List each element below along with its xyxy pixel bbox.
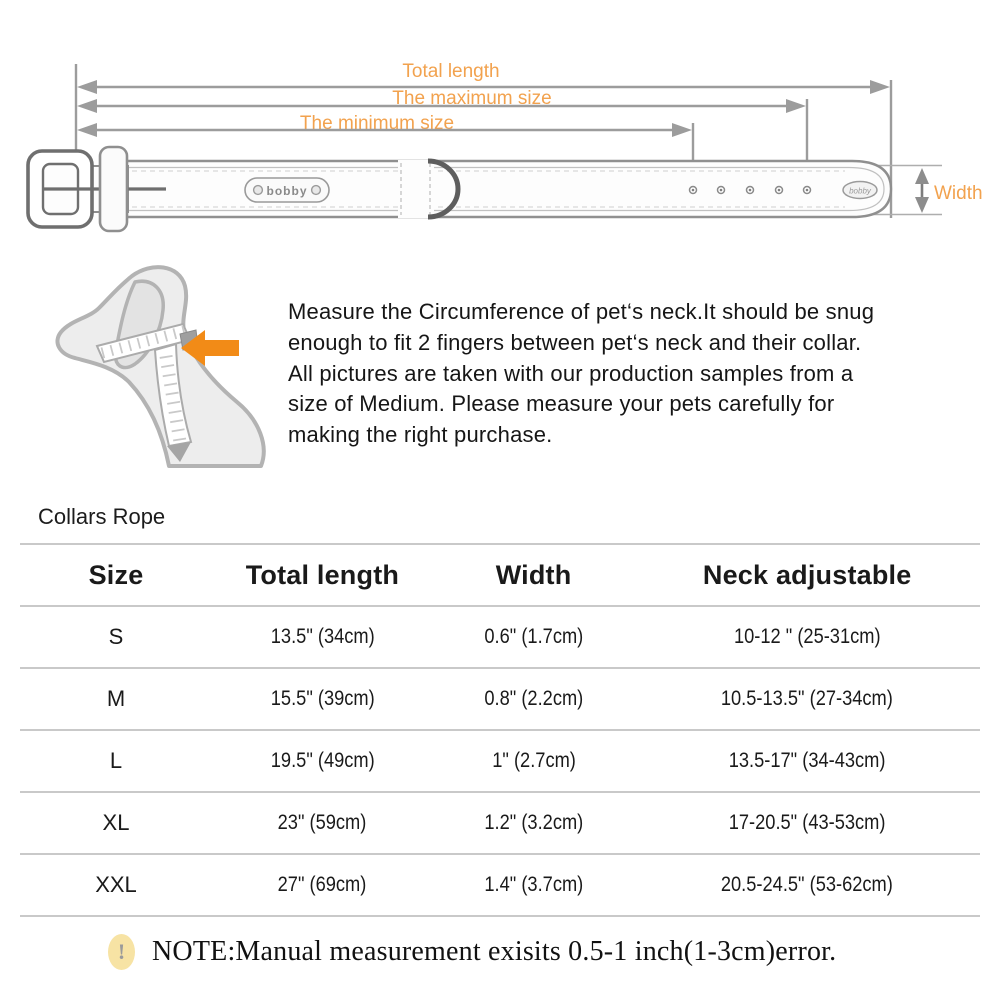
instruction-line: size of Medium. Please measure your pets carefully for: [288, 391, 835, 417]
collar-illustration: [28, 147, 891, 231]
minimum-size-label: The minimum size: [299, 113, 455, 134]
size-value: XXL: [95, 872, 137, 897]
footnote: [108, 934, 836, 970]
table-header-row: [20, 545, 980, 607]
width-value: 1" (2.7cm): [491, 749, 576, 772]
column-header-width: Width: [495, 559, 572, 590]
width-value: 1.2" (3.2cm): [484, 811, 584, 834]
table-row: [20, 793, 980, 855]
measure-instructions: [288, 297, 958, 451]
neck-adjustable-value: 10-12 " (25-31cm): [733, 625, 881, 648]
total-length-value: 13.5" (34cm): [270, 625, 375, 648]
brand-plate: [245, 178, 329, 202]
width-value: 0.6" (1.7cm): [484, 625, 584, 648]
size-chart-title: Collars Rope: [38, 504, 166, 529]
neck-adjustable-value: 13.5-17" (34-43cm): [728, 749, 886, 772]
collar-measurement-diagram: [0, 0, 1000, 245]
width-label: Width: [934, 183, 983, 204]
brand-plate-text: bobby: [266, 184, 308, 198]
maximum-size-label: The maximum size: [392, 88, 552, 109]
size-value: M: [106, 686, 126, 711]
width-value: 1.4" (3.7cm): [484, 873, 584, 896]
footnote-text: NOTE:Manual measurement exisits 0.5-1 inch(1-3cm)error.: [152, 936, 837, 967]
neck-adjustable-value: 17-20.5" (43-53cm): [728, 811, 886, 834]
keeper-loop: [100, 147, 127, 231]
total-length-value: 27" (69cm): [278, 873, 367, 896]
exclamation-icon: !: [108, 934, 135, 970]
instruction-line: enough to fit 2 fingers between pet‘s neck and their collar.: [288, 329, 862, 355]
size-value: L: [109, 748, 123, 773]
size-chart-table: [20, 543, 980, 917]
table-row: [20, 855, 980, 917]
size-value: S: [108, 624, 124, 649]
column-header-neck-adjustable: Neck adjustable: [702, 559, 912, 590]
instruction-line: All pictures are taken with our production samples from a: [288, 360, 854, 386]
table-row: [20, 669, 980, 731]
total-length-value: 15.5" (39cm): [270, 687, 375, 710]
table-row: [20, 731, 980, 793]
instruction-line: making the right purchase.: [288, 422, 553, 448]
dog-measuring-illustration: [38, 256, 290, 468]
total-length-label: Total length: [402, 61, 500, 82]
total-length-value: 19.5" (49cm): [270, 749, 375, 772]
size-value: XL: [102, 810, 130, 835]
tip-tag-text: bobby: [849, 186, 871, 196]
total-length-value: 23" (59cm): [278, 811, 367, 834]
neck-adjustable-value: 20.5-24.5" (53-62cm): [721, 873, 894, 896]
instruction-line: Measure the Circumference of pet‘s neck.It should be snug: [288, 299, 875, 324]
neck-adjustable-value: 10.5-13.5" (27-34cm): [721, 687, 894, 710]
column-header-total-length: Total length: [245, 559, 400, 590]
width-value: 0.8" (2.2cm): [484, 687, 584, 710]
table-row: [20, 607, 980, 669]
tip-tag: [843, 182, 877, 199]
column-header-size: Size: [88, 559, 144, 590]
